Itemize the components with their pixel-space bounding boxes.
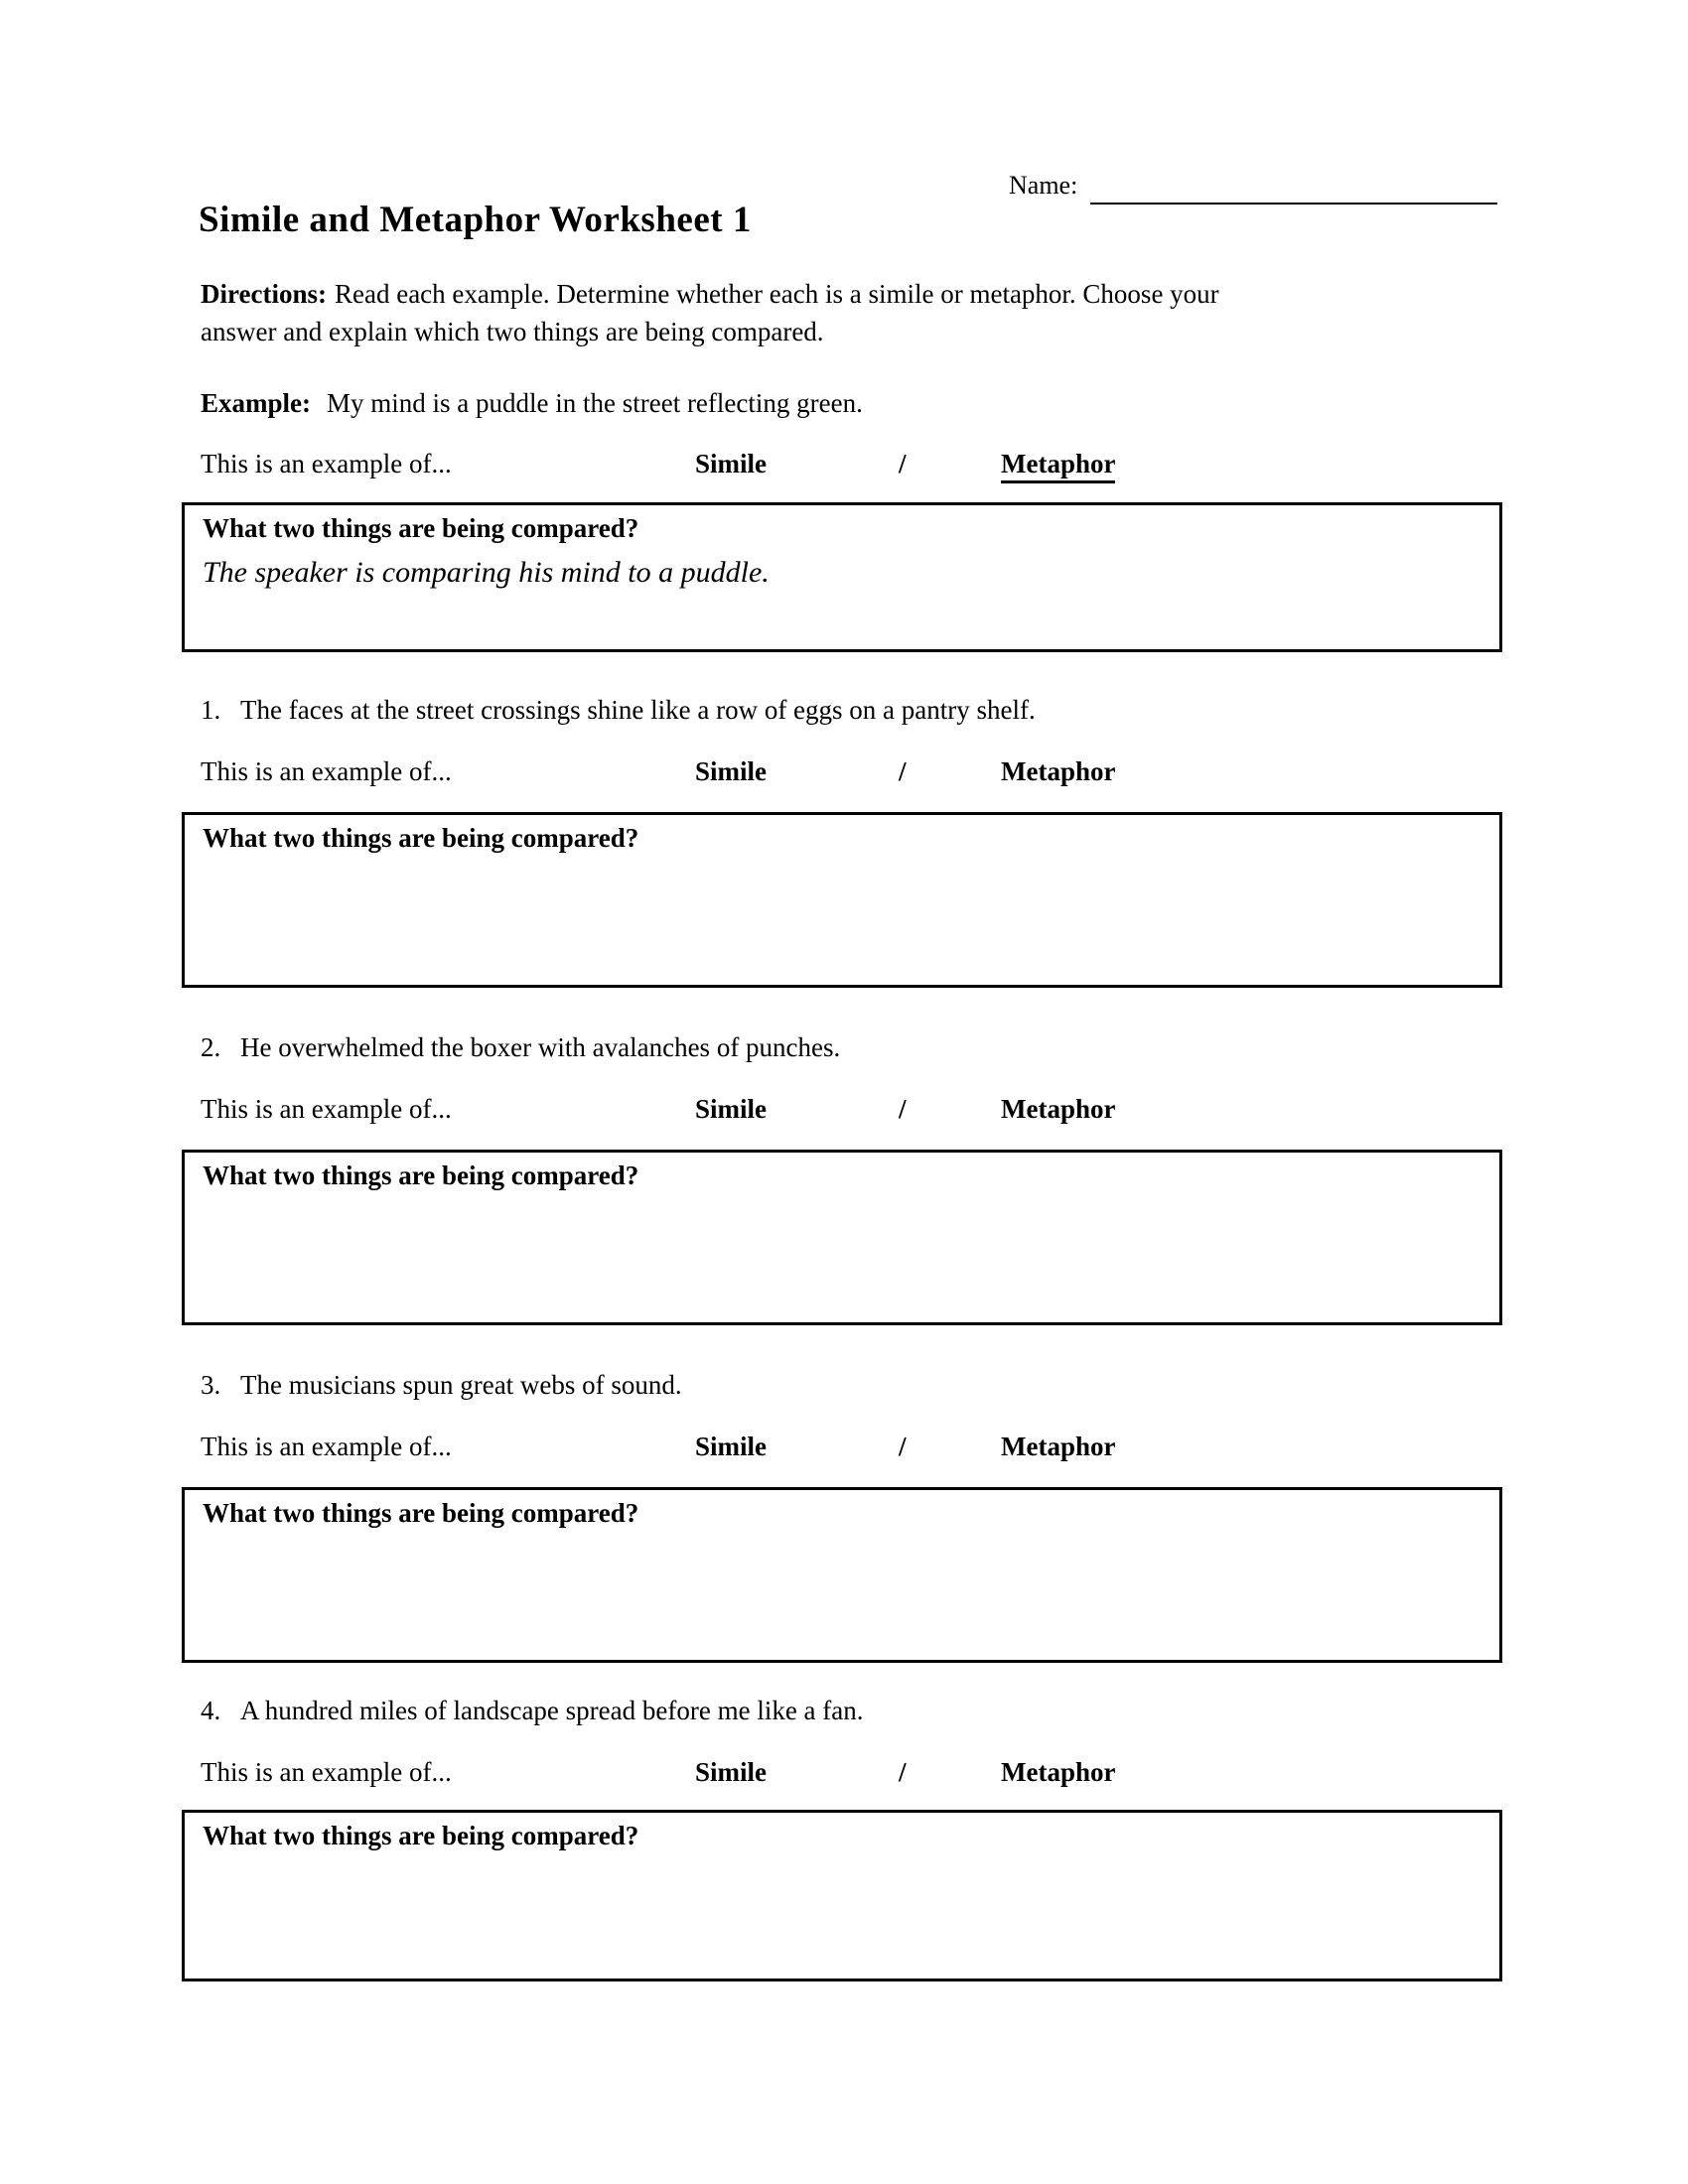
question-4-number: 4.: [201, 1696, 221, 1725]
question-2-number: 2.: [201, 1032, 221, 1062]
question-1-sentence: [201, 695, 1036, 726]
question-3-simile-option[interactable]: Simile: [695, 1432, 767, 1461]
question-1-answer-row: [0, 756, 1688, 794]
question-3-metaphor-option[interactable]: Metaphor: [1001, 1432, 1116, 1461]
question-2-metaphor-option[interactable]: Metaphor: [1001, 1094, 1116, 1124]
question-4-sentence: [201, 1696, 864, 1726]
slash-separator: /: [899, 756, 907, 786]
example-answer-row: [0, 449, 1688, 486]
question-3-sentence: [201, 1370, 682, 1401]
question-3-text: The musicians spun great webs of sound.: [240, 1370, 682, 1400]
question-1-prompt: This is an example of...: [201, 756, 452, 786]
question-1-metaphor-option[interactable]: Metaphor: [1001, 756, 1116, 786]
question-1-answer-box[interactable]: [182, 812, 1502, 988]
example-prompt: This is an example of...: [201, 449, 452, 478]
name-blank-line[interactable]: [1090, 175, 1497, 205]
example-sentence-line: [201, 388, 863, 419]
example-answer-box: [182, 502, 1502, 652]
question-2-simile-option[interactable]: Simile: [695, 1094, 767, 1124]
question-3-answer-box[interactable]: [182, 1487, 1502, 1663]
example-answer-text: The speaker is comparing his mind to a puddle.: [203, 556, 770, 589]
slash-separator: /: [899, 449, 907, 478]
question-4-text: A hundred miles of landscape spread before me like a fan.: [240, 1696, 864, 1725]
question-1-text: The faces at the street crossings shine like a row of eggs on a pantry shelf.: [240, 695, 1036, 725]
page-title: Simile and Metaphor Worksheet 1: [199, 200, 752, 240]
question-2-prompt: This is an example of...: [201, 1094, 452, 1124]
slash-separator: /: [899, 1094, 907, 1124]
slash-separator: /: [899, 1757, 907, 1787]
name-label: Name:: [1009, 171, 1078, 200]
question-2-answer-box[interactable]: [182, 1150, 1502, 1325]
answer-box-header: What two things are being compared?: [203, 823, 639, 853]
directions-label: Directions:: [201, 279, 327, 309]
metaphor-option-selected[interactable]: Metaphor: [1001, 449, 1115, 483]
directions: [201, 275, 1293, 350]
question-4-prompt: This is an example of...: [201, 1757, 452, 1787]
question-4-answer-row: [0, 1757, 1688, 1795]
question-3-number: 3.: [201, 1370, 221, 1400]
question-2-answer-row: [0, 1094, 1688, 1132]
answer-box-header: What two things are being compared?: [203, 1498, 639, 1528]
directions-text: Read each example. Determine whether each is a simile or metaphor. Choose your answer and explain which two things are being compared.: [201, 279, 1219, 346]
question-3-prompt: This is an example of...: [201, 1432, 452, 1461]
slash-separator: /: [899, 1432, 907, 1461]
question-4-simile-option[interactable]: Simile: [695, 1757, 767, 1787]
question-1-simile-option[interactable]: Simile: [695, 756, 767, 786]
question-2-text: He overwhelmed the boxer with avalanches of punches.: [240, 1032, 841, 1062]
question-3-answer-row: [0, 1432, 1688, 1469]
question-4-metaphor-option[interactable]: Metaphor: [1001, 1757, 1116, 1787]
answer-box-header: What two things are being compared?: [203, 1821, 639, 1850]
question-1-number: 1.: [201, 695, 221, 725]
answer-box-header: What two things are being compared?: [203, 1160, 639, 1190]
example-sentence: My mind is a puddle in the street reflecting green.: [327, 388, 863, 418]
simile-option[interactable]: Simile: [695, 449, 767, 478]
question-2-sentence: [201, 1032, 840, 1063]
answer-box-header: What two things are being compared?: [203, 513, 639, 543]
question-4-answer-box[interactable]: [182, 1810, 1502, 1981]
example-label: Example:: [201, 388, 311, 418]
